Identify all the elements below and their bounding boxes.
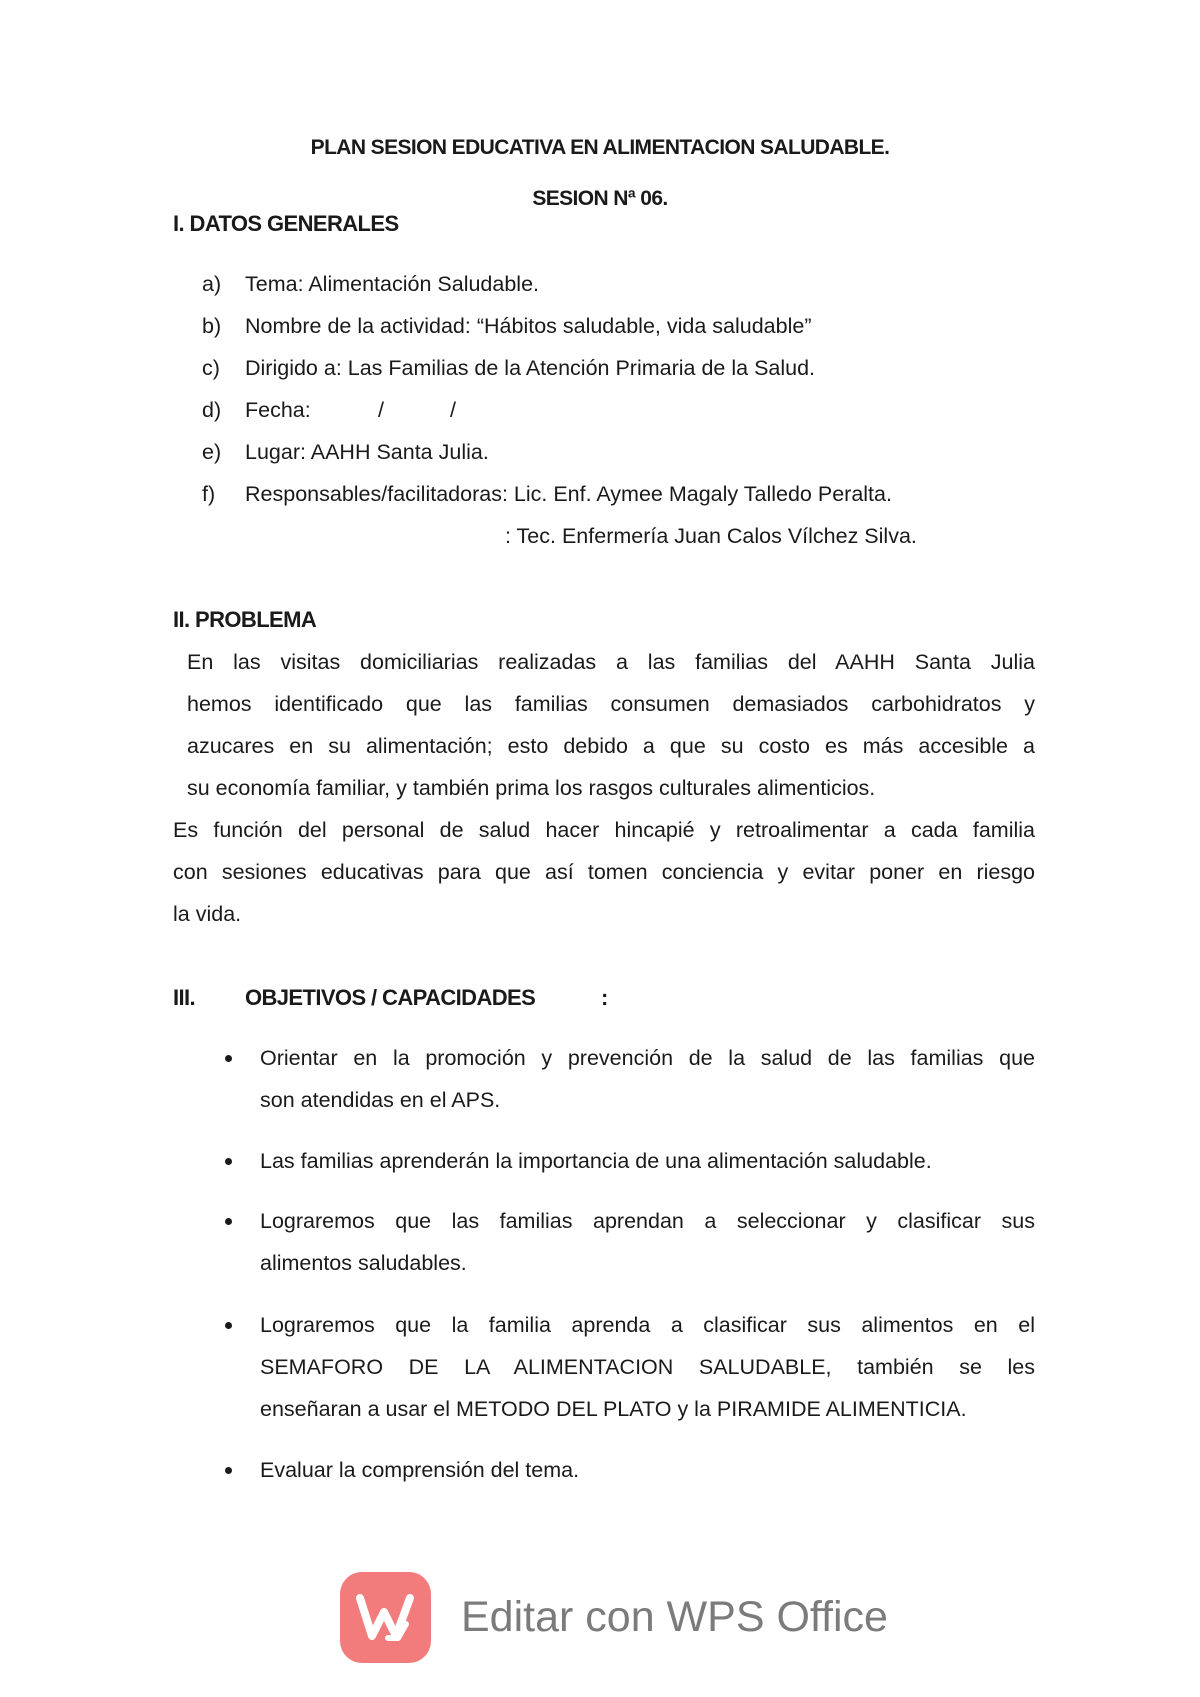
objective-line: Lograremos que las familias aprendan a seleccionar y clasificar sus — [260, 1209, 1035, 1233]
section-2-heading: II. PROBLEMA — [173, 607, 317, 632]
objective-line: Lograremos que la familia aprenda a clasificar sus alimentos en el — [260, 1313, 1035, 1337]
list-marker: f) — [202, 482, 216, 506]
objective-line: alimentos saludables. — [260, 1251, 467, 1275]
list-item-responsibles-continuation: : Tec. Enfermería Juan Calos Vílchez Silva. — [505, 524, 917, 548]
paragraph-line: la vida. — [173, 902, 242, 926]
bullet-icon — [225, 1158, 232, 1165]
section-1-heading: I. DATOS GENERALES — [173, 211, 399, 236]
objective-line: Evaluar la comprensión del tema. — [260, 1458, 580, 1482]
list-marker: c) — [202, 356, 220, 380]
bullet-icon — [225, 1322, 232, 1329]
objective-line: Las familias aprenderán la importancia de una alimentación saludable. — [260, 1149, 932, 1173]
date-separator: / — [378, 398, 384, 422]
list-item-date-label: Fecha: — [245, 398, 311, 422]
session-number: SESION Nª 06. — [532, 187, 668, 210]
paragraph-line: En las visitas domiciliarias realizadas a las familias del AAHH Santa Julia — [187, 650, 1035, 674]
wps-office-logo-icon[interactable] — [340, 1572, 431, 1663]
date-separator: / — [450, 398, 456, 422]
list-marker: b) — [202, 314, 222, 338]
list-item-audience: Dirigido a: Las Familias de la Atención Primaria de la Salud. — [245, 356, 816, 380]
wps-edit-link[interactable]: Editar con WPS Office — [461, 1593, 888, 1641]
paragraph-line: Es función del personal de salud hacer hincapié y retroalimentar a cada familia — [173, 818, 1035, 842]
paragraph-line: hemos identificado que las familias consumen demasiados carbohidratos y — [187, 692, 1035, 716]
list-marker: d) — [202, 398, 222, 422]
objective-line: Orientar en la promoción y prevención de la salud de las familias que — [260, 1046, 1035, 1070]
document-title: PLAN SESION EDUCATIVA EN ALIMENTACION SALUDABLE. — [310, 136, 890, 159]
list-marker: e) — [202, 440, 222, 464]
paragraph-line: con sesiones educativas para que así tomen conciencia y evitar poner en riesgo — [173, 860, 1035, 884]
objective-line: SEMAFORO DE LA ALIMENTACION SALUDABLE, también se les — [260, 1355, 1035, 1379]
section-3-colon: : — [601, 985, 608, 1010]
list-item-place: Lugar: AAHH Santa Julia. — [245, 440, 489, 464]
list-marker: a) — [202, 272, 222, 296]
bullet-icon — [225, 1218, 232, 1225]
paragraph-line: azucares en su alimentación; esto debido a que su costo es más accesible a — [187, 734, 1035, 758]
section-3-number: III. — [173, 985, 196, 1010]
paragraph-line: su economía familiar, y también prima los rasgos culturales alimenticios. — [187, 776, 876, 800]
section-3-heading: OBJETIVOS / CAPACIDADES — [245, 985, 536, 1010]
bullet-icon — [225, 1467, 232, 1474]
objective-line: enseñaran a usar el METODO DEL PLATO y la PIRAMIDE ALIMENTICIA. — [260, 1397, 967, 1421]
bullet-icon — [225, 1055, 232, 1062]
list-item-responsibles: Responsables/facilitadoras: Lic. Enf. Aymee Magaly Talledo Peralta. — [245, 482, 892, 506]
list-item-topic: Tema: Alimentación Saludable. — [245, 272, 540, 296]
list-item-activity-name: Nombre de la actividad: “Hábitos saludable, vida saludable” — [245, 314, 812, 338]
objective-line: son atendidas en el APS. — [260, 1088, 501, 1112]
